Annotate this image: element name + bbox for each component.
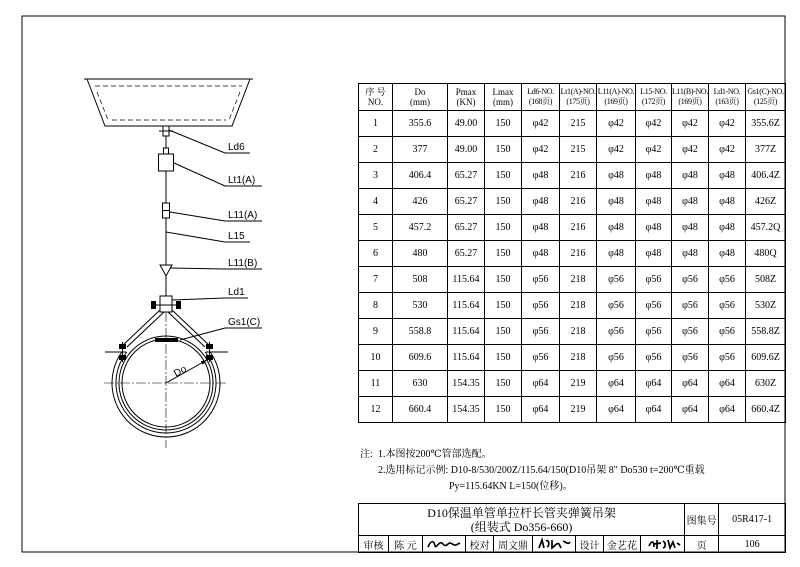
- table-cell-gs1c: 660.4Z: [746, 397, 786, 423]
- designer-signature-cell: [641, 536, 685, 553]
- selection-table: [358, 83, 786, 423]
- table-cell-gs1c: 609.6Z: [746, 345, 786, 371]
- header-lt1a: Lt1(A)-NO. (175页): [560, 84, 597, 111]
- table-cell-ld1: φ56: [709, 267, 746, 293]
- table-cell-l15: φ64: [636, 371, 672, 397]
- header-l11a: L11(A)-NO. (169页): [597, 84, 636, 111]
- table-cell-l11a: φ64: [597, 397, 636, 423]
- header-no: 序 号 NO.: [359, 84, 393, 111]
- table-cell-no: 3: [359, 163, 393, 189]
- table-cell-ld6: φ42: [522, 111, 560, 137]
- drawing-subtitle: (组装式 Do356-660): [470, 519, 573, 534]
- table-cell-gs1c: 558.8Z: [746, 319, 786, 345]
- table-cell-no: 10: [359, 345, 393, 371]
- table-row: [359, 319, 786, 345]
- table-cell-gs1c: 457.2Q: [746, 215, 786, 241]
- table-row: [359, 215, 786, 241]
- table-row: [359, 397, 786, 423]
- table-cell-l11b: φ64: [672, 371, 709, 397]
- table-cell-lt1a: 218: [560, 293, 597, 319]
- reviewer-name: 陈 元: [389, 536, 423, 553]
- table-cell-ld6: φ42: [522, 137, 560, 163]
- note-1: 1.本图按200℃管部选配。: [378, 449, 492, 460]
- table-cell-ld1: φ48: [709, 163, 746, 189]
- check-label: 校对: [466, 536, 494, 553]
- table-cell-ld1: φ48: [709, 215, 746, 241]
- table-cell-ld1: φ64: [709, 371, 746, 397]
- table-row: [359, 163, 786, 189]
- table-cell-lmax: 150: [485, 241, 522, 267]
- table-cell-lt1a: 216: [560, 189, 597, 215]
- page-number: 106: [719, 536, 786, 553]
- notes-prefix: 注:: [360, 449, 373, 460]
- table-cell-lmax: 150: [485, 371, 522, 397]
- table-cell-ld1: φ42: [709, 111, 746, 137]
- table-cell-lmax: 150: [485, 111, 522, 137]
- table-cell-ld6: φ56: [522, 293, 560, 319]
- table-cell-l11b: φ48: [672, 215, 709, 241]
- table-cell-l15: φ56: [636, 267, 672, 293]
- table-cell-lt1a: 216: [560, 215, 597, 241]
- table-cell-pmax: 115.64: [448, 293, 485, 319]
- table-cell-l11b: φ42: [672, 111, 709, 137]
- label-ld6: Ld6: [228, 142, 245, 153]
- table-cell-ld6: φ56: [522, 345, 560, 371]
- table-cell-gs1c: 480Q: [746, 241, 786, 267]
- table-row: [359, 241, 786, 267]
- table-cell-do: 530: [393, 293, 448, 319]
- table-row: [359, 345, 786, 371]
- table-cell-l11a: φ56: [597, 345, 636, 371]
- atlas-number: 05R417-1: [719, 504, 786, 536]
- table-cell-l11a: φ42: [597, 111, 636, 137]
- design-label: 设计: [576, 536, 604, 553]
- table-cell-ld1: φ56: [709, 293, 746, 319]
- table-cell-gs1c: 355.6Z: [746, 111, 786, 137]
- table-cell-no: 11: [359, 371, 393, 397]
- table-cell-lmax: 150: [485, 293, 522, 319]
- table-row: [359, 111, 786, 137]
- table-cell-no: 7: [359, 267, 393, 293]
- table-cell-do: 457.2: [393, 215, 448, 241]
- table-cell-l15: φ48: [636, 215, 672, 241]
- table-cell-no: 9: [359, 319, 393, 345]
- table-cell-lt1a: 215: [560, 137, 597, 163]
- table-cell-l11b: φ48: [672, 189, 709, 215]
- table-cell-ld6: φ56: [522, 319, 560, 345]
- table-cell-l11b: φ56: [672, 345, 709, 371]
- table-cell-ld1: φ56: [709, 345, 746, 371]
- spring-lt1a: [159, 148, 174, 171]
- diameter-dimension: [166, 360, 207, 383]
- table-row: [359, 137, 786, 163]
- table-cell-lmax: 150: [485, 267, 522, 293]
- header-lmax: Lmax (mm): [485, 84, 522, 111]
- table-cell-l15: φ48: [636, 189, 672, 215]
- label-l15: L15: [228, 231, 245, 242]
- drawing-title-cell: [359, 504, 685, 536]
- note-2-continued: Py=115.64KN L=150(位移)。: [449, 481, 573, 492]
- table-cell-pmax: 115.64: [448, 345, 485, 371]
- table-cell-lmax: 150: [485, 397, 522, 423]
- header-l11b: L11(B)-NO. (169页): [672, 84, 709, 111]
- checker-signature-cell: [533, 536, 576, 553]
- table-cell-lt1a: 215: [560, 111, 597, 137]
- table-cell-no: 1: [359, 111, 393, 137]
- table-cell-l11b: φ64: [672, 397, 709, 423]
- table-body: [359, 111, 786, 423]
- table-cell-ld6: φ48: [522, 215, 560, 241]
- table-cell-l15: φ56: [636, 345, 672, 371]
- label-lt1a: Lt1(A): [228, 175, 256, 186]
- table-cell-ld6: φ64: [522, 371, 560, 397]
- table-cell-do: 660.4: [393, 397, 448, 423]
- table-cell-no: 6: [359, 241, 393, 267]
- table-cell-l11a: φ48: [597, 163, 636, 189]
- table-row: [359, 267, 786, 293]
- checker-name: 周文鼎: [494, 536, 533, 553]
- table-cell-lt1a: 218: [560, 345, 597, 371]
- table-cell-l11a: φ56: [597, 319, 636, 345]
- reviewer-signature-cell: [423, 536, 466, 553]
- beam: [84, 79, 253, 126]
- table-cell-l11b: φ56: [672, 319, 709, 345]
- table-cell-l15: φ56: [636, 293, 672, 319]
- table-cell-gs1c: 630Z: [746, 371, 786, 397]
- table-cell-do: 558.8: [393, 319, 448, 345]
- dimension-do-label: Do: [172, 363, 189, 380]
- table-cell-pmax: 49.00: [448, 137, 485, 163]
- table-cell-lmax: 150: [485, 163, 522, 189]
- checker-signature: [535, 537, 573, 551]
- table-cell-gs1c: 406.4Z: [746, 163, 786, 189]
- table-cell-do: 630: [393, 371, 448, 397]
- table-cell-lt1a: 216: [560, 241, 597, 267]
- table-cell-l11b: φ48: [672, 241, 709, 267]
- header-pmax: Pmax (KN): [448, 84, 485, 111]
- table-cell-pmax: 65.27: [448, 189, 485, 215]
- table-cell-l11a: φ48: [597, 215, 636, 241]
- table-cell-lmax: 150: [485, 215, 522, 241]
- page-label: 页: [685, 536, 719, 553]
- table-cell-l15: φ64: [636, 397, 672, 423]
- lug-ld1: [160, 296, 172, 312]
- table-cell-l11b: φ48: [672, 163, 709, 189]
- table-cell-lt1a: 219: [560, 397, 597, 423]
- table-cell-no: 2: [359, 137, 393, 163]
- table-cell-l15: φ42: [636, 137, 672, 163]
- table-cell-do: 355.6: [393, 111, 448, 137]
- table-cell-gs1c: 530Z: [746, 293, 786, 319]
- table-cell-ld6: φ48: [522, 241, 560, 267]
- header-ld1: Ld1-NO. (163页): [709, 84, 746, 111]
- table-cell-gs1c: 426Z: [746, 189, 786, 215]
- table-cell-no: 4: [359, 189, 393, 215]
- table-cell-do: 508: [393, 267, 448, 293]
- drawing-title: D10保温单管单拉杆长管夹弹簧吊架: [427, 505, 616, 520]
- table-cell-lt1a: 216: [560, 163, 597, 189]
- table-cell-ld1: φ48: [709, 241, 746, 267]
- table-cell-ld1: φ42: [709, 137, 746, 163]
- header-gs1c: Gs1(C)-NO. (125页): [746, 84, 786, 111]
- table-cell-lmax: 150: [485, 189, 522, 215]
- review-label: 审核: [359, 536, 389, 553]
- header-l15: L15-NO. (172页): [636, 84, 672, 111]
- table-cell-pmax: 65.27: [448, 163, 485, 189]
- table-cell-do: 406.4: [393, 163, 448, 189]
- bolt-nut: [206, 344, 213, 349]
- table-cell-l15: φ48: [636, 163, 672, 189]
- atlas-label: 图集号: [685, 504, 719, 536]
- table-cell-lt1a: 218: [560, 319, 597, 345]
- table-cell-do: 609.6: [393, 345, 448, 371]
- table-row: [359, 189, 786, 215]
- table-cell-l11b: φ56: [672, 267, 709, 293]
- table-cell-l11a: φ42: [597, 137, 636, 163]
- table-cell-gs1c: 508Z: [746, 267, 786, 293]
- table-cell-ld6: φ64: [522, 397, 560, 423]
- reviewer-signature: [425, 537, 463, 551]
- clevis-l11b: [160, 265, 172, 276]
- label-l11a: L11(A): [228, 210, 258, 221]
- table-cell-lmax: 150: [485, 319, 522, 345]
- table-cell-lmax: 150: [485, 137, 522, 163]
- table-cell-pmax: 65.27: [448, 215, 485, 241]
- hanger-rod-assembly: [159, 126, 174, 296]
- table-row: [359, 293, 786, 319]
- table-cell-l11a: φ64: [597, 371, 636, 397]
- table-cell-l15: φ56: [636, 319, 672, 345]
- table-cell-lmax: 150: [485, 345, 522, 371]
- table-cell-ld6: φ48: [522, 189, 560, 215]
- table-cell-l11b: φ42: [672, 137, 709, 163]
- table-cell-l11b: φ56: [672, 293, 709, 319]
- table-cell-pmax: 154.35: [448, 371, 485, 397]
- table-cell-lt1a: 219: [560, 371, 597, 397]
- table-cell-l11a: φ56: [597, 267, 636, 293]
- table-cell-pmax: 65.27: [448, 241, 485, 267]
- table-cell-ld1: φ64: [709, 397, 746, 423]
- table-cell-no: 5: [359, 215, 393, 241]
- table-cell-do: 377: [393, 137, 448, 163]
- note-2: 2.选用标记示例: D10-8/530/200Z/115.64/150(D10吊架 8" Do530 t=200℃重载: [378, 465, 705, 476]
- turnbuckle-l11a: [163, 203, 170, 218]
- label-ld1: Ld1: [228, 287, 245, 298]
- table-row: [359, 371, 786, 397]
- table-cell-l11a: φ48: [597, 189, 636, 215]
- title-block: [358, 503, 786, 553]
- table-cell-lt1a: 218: [560, 267, 597, 293]
- table-cell-pmax: 115.64: [448, 319, 485, 345]
- table-cell-ld1: φ56: [709, 319, 746, 345]
- bolt-nut: [119, 344, 126, 349]
- table-cell-l11a: φ56: [597, 293, 636, 319]
- table-cell-do: 426: [393, 189, 448, 215]
- table-cell-gs1c: 377Z: [746, 137, 786, 163]
- table-cell-do: 480: [393, 241, 448, 267]
- table-cell-pmax: 115.64: [448, 267, 485, 293]
- table-cell-ld1: φ48: [709, 189, 746, 215]
- designer-signature: [644, 537, 682, 551]
- label-gs1c: Gs1(C): [228, 317, 261, 328]
- table-cell-pmax: 49.00: [448, 111, 485, 137]
- header-do: Do (mm): [393, 84, 448, 111]
- table-cell-l15: φ48: [636, 241, 672, 267]
- label-l11b: L11(B): [228, 258, 258, 269]
- table-cell-l15: φ42: [636, 111, 672, 137]
- table-cell-pmax: 154.35: [448, 397, 485, 423]
- table-cell-l11a: φ48: [597, 241, 636, 267]
- header-ld6: Ld6-NO. (168页): [522, 84, 560, 111]
- table-cell-no: 8: [359, 293, 393, 319]
- table-header-row: [359, 84, 786, 111]
- table-cell-ld6: φ56: [522, 267, 560, 293]
- table-cell-ld6: φ48: [522, 163, 560, 189]
- table-cell-no: 12: [359, 397, 393, 423]
- designer-name: 金艺花: [604, 536, 641, 553]
